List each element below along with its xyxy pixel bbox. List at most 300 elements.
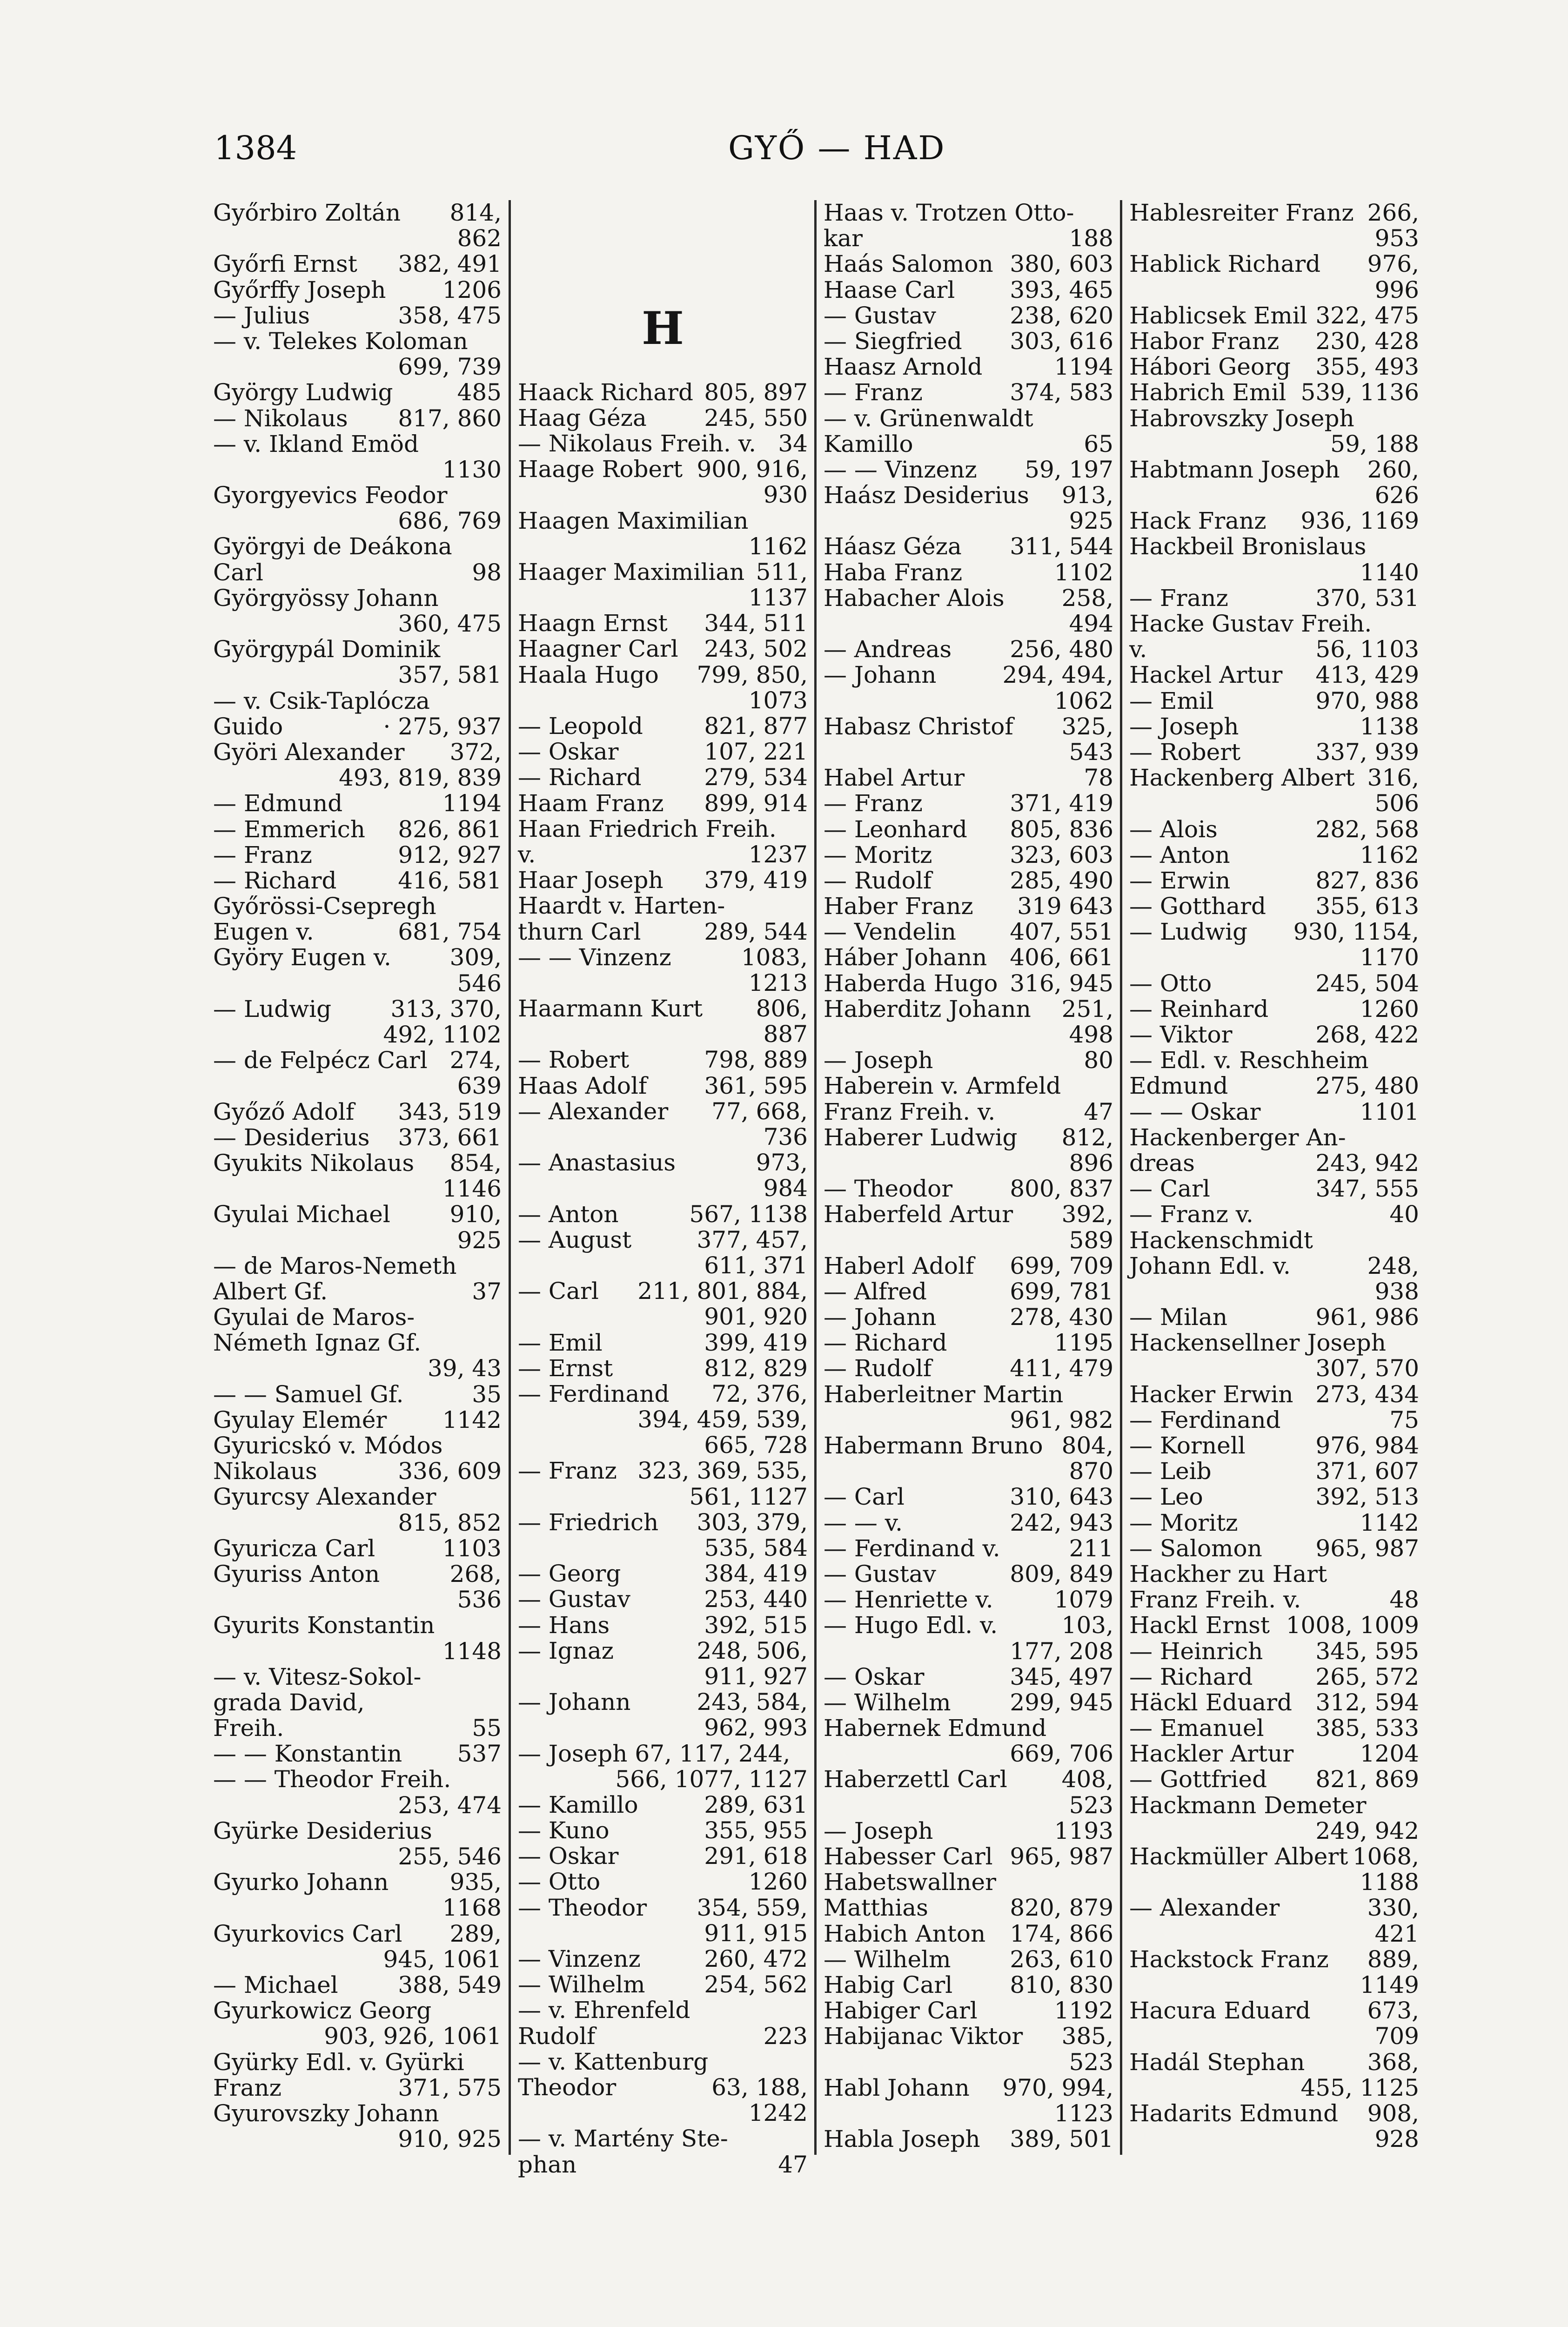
- entry: [518, 1356, 808, 1381]
- spacer: [518, 251, 808, 277]
- entry-references: 889,: [1367, 1945, 1419, 1973]
- entry-name: — Alexander: [518, 1097, 669, 1125]
- entry-references: 928: [1374, 2125, 1419, 2153]
- entry-references: 862: [457, 225, 502, 252]
- entry-name: Habor Franz: [1129, 327, 1280, 355]
- entry: [213, 1279, 502, 1305]
- entry-references: 322, 475: [1315, 302, 1419, 329]
- entry-name: — Friedrich: [518, 1508, 659, 1536]
- entry: [518, 405, 808, 431]
- entry-references: 1162: [748, 532, 808, 560]
- entry-references: 539, 1136: [1300, 379, 1419, 406]
- entry-continuation: [824, 688, 1113, 714]
- entry-name: Haagner Carl: [518, 635, 678, 663]
- entry-name: Habermann Bruno: [824, 1432, 1043, 1459]
- entry-name: — Gustav: [518, 1586, 630, 1613]
- entry: [518, 1278, 808, 1304]
- entry-continuation: [213, 1895, 502, 1921]
- entry-name: — v. Ikland Emöd: [213, 430, 419, 457]
- entry: [1129, 637, 1419, 662]
- entry-name: Habiger Carl: [824, 1997, 978, 2024]
- entry-references: 77, 668,: [711, 1097, 808, 1125]
- entry-continuation: [1129, 1870, 1419, 1895]
- entry-references: 311, 544: [1010, 533, 1113, 560]
- entry-continuation: [518, 688, 808, 713]
- entry-references: 357, 581: [398, 661, 502, 689]
- entry-name: Gyulai Michael: [213, 1201, 390, 1228]
- entry-references: 303, 616: [1010, 327, 1113, 355]
- entry-references: 230, 428: [1315, 327, 1419, 355]
- entry: [824, 1510, 1113, 1536]
- entry: [1129, 1305, 1419, 1330]
- entry: [518, 2049, 808, 2075]
- entry: [518, 1202, 808, 1227]
- entry: [518, 1972, 808, 1997]
- entry-name: Habasz Christof: [824, 713, 1013, 740]
- entry-references: 821, 877: [704, 713, 808, 740]
- entry-references: 699, 781: [1010, 1278, 1113, 1305]
- entry-name: Gyulai de Maros-: [213, 1304, 415, 1331]
- entry-continuation: [213, 1947, 502, 1972]
- entry: [518, 611, 808, 636]
- entry-continuation: [1129, 2126, 1419, 2152]
- entry-name: Hablick Richard: [1129, 250, 1321, 278]
- entry-references: 1188: [1360, 1869, 1419, 1896]
- entry: [824, 200, 1113, 226]
- entry-references: 39, 43: [427, 1355, 502, 1382]
- entry-references: 903, 926, 1061: [324, 2023, 502, 2050]
- entry-name: — Heinrich: [1129, 1637, 1263, 1665]
- entry-name: Habla Joseph: [824, 2125, 980, 2153]
- entry-references: 962, 993: [704, 1714, 808, 1742]
- entry: [213, 894, 502, 919]
- entry: [518, 1689, 808, 1715]
- entry-name: — Johann: [824, 1304, 937, 1331]
- entry-references: 377, 457,: [697, 1226, 808, 1253]
- entry-references: 673,: [1367, 1997, 1419, 2024]
- entry-references: 854,: [449, 1149, 502, 1177]
- entry: [824, 1767, 1113, 1792]
- entry-continuation: [213, 508, 502, 534]
- entry-references: 970, 988: [1315, 687, 1419, 714]
- entry-continuation: [518, 1767, 808, 1792]
- entry: [824, 1536, 1113, 1561]
- entry-name: — de Felpécz Carl: [213, 1047, 428, 1074]
- entry: [213, 1382, 502, 1407]
- entry-continuation: [213, 765, 502, 791]
- entry-continuation: [213, 1176, 502, 1202]
- entry: [213, 483, 502, 508]
- entry-references: 407, 551: [1010, 918, 1113, 946]
- entry-name: Györgyi de Deákona: [213, 533, 452, 560]
- entry-references: 523: [1069, 2048, 1113, 2076]
- entry-name: Habig Carl: [824, 1971, 953, 1998]
- entry: [213, 919, 502, 945]
- entry-references: 389, 501: [1010, 2125, 1113, 2153]
- entry-name: — Johann: [824, 661, 937, 689]
- entry-name: Győrffy Joseph: [213, 276, 386, 303]
- entry: [518, 1818, 808, 1843]
- entry-references: 243, 584,: [697, 1688, 808, 1716]
- entry: [518, 1047, 808, 1073]
- entry: [824, 1099, 1113, 1125]
- running-head: GYŐ — HAD: [728, 129, 946, 167]
- entry-continuation: [213, 226, 502, 251]
- entry: [213, 1407, 502, 1433]
- entry-references: 1137: [748, 584, 808, 612]
- entry-name: — v. Telekes Koloman: [213, 327, 468, 355]
- entry: [518, 842, 808, 868]
- entry: [213, 2050, 502, 2075]
- entry: [518, 713, 808, 739]
- entry-references: 709: [1374, 2023, 1419, 2050]
- entry: [824, 1895, 1113, 1921]
- entry-references: 385,: [1061, 2023, 1113, 2050]
- entry: [1129, 842, 1419, 868]
- entry: [213, 2075, 502, 2101]
- entry-references: 289, 631: [704, 1791, 808, 1818]
- entry-name: Haan Friedrich Freih.: [518, 815, 777, 842]
- column-rule: [509, 200, 511, 2155]
- entry-references: 325,: [1061, 713, 1113, 740]
- entry-name: Hackensellner Joseph: [1129, 1329, 1386, 1357]
- entry-continuation: [213, 1510, 502, 1536]
- entry-continuation: [824, 1407, 1113, 1433]
- entry-name: — Richard: [213, 867, 337, 894]
- entry: [1129, 457, 1419, 483]
- entry: [213, 1767, 502, 1792]
- entry: [518, 508, 808, 534]
- entry-references: 996: [1374, 276, 1419, 303]
- entry: [824, 1305, 1113, 1330]
- entry-references: 887: [763, 1021, 808, 1048]
- entry: [213, 1972, 502, 1998]
- entry-name: — Gotthard: [1129, 893, 1266, 920]
- entry-references: 211: [1069, 1534, 1113, 1562]
- entry-references: 485: [457, 379, 502, 406]
- entry-name: Hadál Stephan: [1129, 2048, 1305, 2076]
- entry-name: — Reinhard: [1129, 995, 1269, 1022]
- entry-name: Haba Franz: [824, 558, 963, 586]
- entry-continuation: [518, 970, 808, 996]
- entry-references: 543: [1069, 738, 1113, 766]
- entry-name: Hackenschmidt: [1129, 1226, 1313, 1254]
- entry-references: 72, 376,: [711, 1380, 808, 1407]
- entry-name: — — v.: [824, 1509, 903, 1536]
- entry: [518, 893, 808, 919]
- entry-references: 639: [457, 1072, 502, 1100]
- entry-name: — de Maros-Nemeth: [213, 1252, 457, 1279]
- entry-name: — Wilhelm: [824, 1688, 951, 1716]
- entry: [824, 1048, 1113, 1073]
- entry-name: — August: [518, 1226, 632, 1253]
- entry-continuation: [824, 1639, 1113, 1664]
- entry: [213, 431, 502, 457]
- entry-references: 316,: [1367, 764, 1419, 792]
- entry: [824, 765, 1113, 791]
- entry-name: — Franz: [1129, 584, 1228, 612]
- entry-references: 266,: [1367, 199, 1419, 226]
- entry: [824, 1176, 1113, 1202]
- entry: [1129, 1022, 1419, 1048]
- entry: [518, 1561, 808, 1587]
- entry-references: 1192: [1054, 1997, 1113, 2024]
- entry-name: Hackmann Demeter: [1129, 1791, 1367, 1819]
- entry: [1129, 662, 1419, 688]
- entry-continuation: [518, 1535, 808, 1561]
- entry: [824, 919, 1113, 945]
- entry-name: Eugen v.: [213, 918, 314, 946]
- entry-continuation: [1129, 483, 1419, 508]
- entry-references: 589: [1069, 1226, 1113, 1254]
- entry-references: 316, 945: [1010, 969, 1113, 997]
- entry-references: 911, 927: [704, 1662, 808, 1690]
- entry: [824, 1947, 1113, 1972]
- entry-name: Haarmann Kurt: [518, 995, 703, 1022]
- entry: [824, 1818, 1113, 1844]
- entry-name: Hackler Artur: [1129, 1740, 1294, 1768]
- entry-references: 256, 480: [1010, 636, 1113, 663]
- entry: [213, 1715, 502, 1741]
- entry-name: Hacke Gustav Freih.: [1129, 610, 1372, 637]
- entry-references: 242, 943: [1010, 1509, 1113, 1536]
- entry-references: 255, 546: [398, 1843, 502, 1870]
- entry: [1129, 714, 1419, 740]
- entry-continuation: [518, 1921, 808, 1946]
- entry-name: — Viktor: [1129, 1021, 1233, 1048]
- entry-name: Haager Maximilian: [518, 558, 745, 585]
- entry-continuation: [1129, 1921, 1419, 1947]
- entry: [824, 1921, 1113, 1947]
- entry: [518, 1843, 808, 1869]
- entry-references: 379, 419: [704, 867, 808, 894]
- entry-name: — Richard: [518, 764, 642, 791]
- entry-references: 358, 475: [398, 302, 502, 329]
- entry: [824, 868, 1113, 894]
- entry-name: Gyukits Nikolaus: [213, 1149, 415, 1177]
- entry: [824, 1715, 1113, 1741]
- entry: [518, 2024, 808, 2049]
- entry: [518, 662, 808, 688]
- entry-references: 345, 595: [1315, 1637, 1419, 1665]
- entry-name: Johann Edl. v.: [1129, 1252, 1291, 1279]
- entry-name: — Leib: [1129, 1458, 1212, 1485]
- entry-name: — Otto: [1129, 969, 1212, 997]
- entry: [824, 1484, 1113, 1510]
- entry-references: 566, 1077, 1127: [615, 1765, 808, 1793]
- entry-name: Haag Géza: [518, 404, 647, 431]
- entry-name: — Salomon: [1129, 1534, 1262, 1562]
- entry: [213, 714, 502, 740]
- entry: [824, 996, 1113, 1022]
- entry: [1129, 894, 1419, 919]
- entry-references: 294, 494,: [1002, 661, 1113, 689]
- entry: [213, 1561, 502, 1587]
- entry: [824, 1613, 1113, 1638]
- entry: [1129, 1048, 1419, 1073]
- entry-name: Hackstock Franz: [1129, 1945, 1329, 1973]
- entry-name: Haagn Ernst: [518, 610, 668, 637]
- entry-references: 263, 610: [1010, 1945, 1113, 1973]
- entry: [518, 1330, 808, 1356]
- entry: [824, 406, 1113, 431]
- entry-references: 354, 559,: [697, 1894, 808, 1921]
- entry-references: 798, 889: [704, 1046, 808, 1074]
- entry-references: 506: [1374, 790, 1419, 817]
- entry-continuation: [518, 1253, 808, 1278]
- entry: [1129, 1613, 1419, 1638]
- entry-name: — Ernst: [518, 1354, 613, 1382]
- entry-references: 910, 925: [398, 2125, 502, 2153]
- entry-continuation: [1129, 2024, 1419, 2049]
- entry: [824, 585, 1113, 611]
- entry: [213, 1664, 502, 1690]
- entry: [518, 457, 808, 482]
- entry: [1129, 1382, 1419, 1407]
- entry-references: 523: [1069, 1791, 1113, 1819]
- entry-name: Haam Franz: [518, 789, 664, 817]
- entry-references: 976,: [1367, 250, 1419, 278]
- entry-references: 536: [457, 1586, 502, 1614]
- entry-continuation: [824, 2101, 1113, 2126]
- entry-references: 1149: [1360, 1971, 1419, 1998]
- entry-name: — — Samuel Gf.: [213, 1380, 404, 1408]
- entry-references: 413, 429: [1315, 661, 1419, 689]
- entry-references: 336, 609: [398, 1458, 502, 1485]
- entry-name: — Alfred: [824, 1278, 927, 1305]
- entry-references: 80: [1084, 1047, 1113, 1074]
- entry-references: 291, 618: [704, 1843, 808, 1870]
- entry: [213, 1921, 502, 1947]
- entry-name: Habel Artur: [824, 764, 965, 792]
- entry-name: Hack Franz: [1129, 507, 1266, 535]
- entry-references: · 275, 937: [383, 713, 502, 740]
- entry: [518, 559, 808, 585]
- entry-name: — Robert: [1129, 738, 1241, 766]
- entry: [824, 817, 1113, 842]
- entry-references: 930: [763, 481, 808, 509]
- entry: [824, 2075, 1113, 2101]
- entry-references: 961, 986: [1315, 1304, 1419, 1331]
- entry-name: — — Oskar: [1129, 1098, 1261, 1125]
- entry-name: — Theodor: [824, 1175, 953, 1203]
- entry-name: — Georg: [518, 1560, 621, 1587]
- entry-continuation: [824, 508, 1113, 534]
- entry-name: Hackl Ernst: [1129, 1612, 1270, 1639]
- entry-name: Kamillo: [824, 430, 913, 457]
- entry-references: 248, 506,: [697, 1637, 808, 1664]
- entry: [824, 637, 1113, 662]
- entry-name: — Leopold: [518, 713, 643, 740]
- entry: [824, 251, 1113, 277]
- entry: [213, 277, 502, 303]
- entry-name: — Emmerich: [213, 815, 365, 843]
- entry-name: Györgypál Dominik: [213, 636, 441, 663]
- entry-references: 238, 620: [1010, 302, 1113, 329]
- entry-name: — Moritz: [1129, 1509, 1238, 1536]
- entry-references: 1101: [1360, 1098, 1419, 1125]
- entry-references: 63, 188,: [711, 2073, 808, 2101]
- entry-references: 812, 829: [704, 1354, 808, 1382]
- entry-references: 265, 572: [1315, 1663, 1419, 1690]
- entry-references: 799, 850,: [697, 661, 808, 688]
- entry-name: Hablesreiter Franz: [1129, 199, 1354, 226]
- entry: [824, 1433, 1113, 1459]
- entry-name: Theodor: [518, 2073, 616, 2101]
- entry-name: Gyürky Edl. v. Gyürki: [213, 2048, 464, 2076]
- entry-references: 310, 643: [1010, 1483, 1113, 1511]
- spacer: [518, 226, 808, 251]
- entry-references: 1083,: [741, 943, 808, 971]
- entry-name: Gyurovszky Johann: [213, 2099, 439, 2127]
- entry: [824, 534, 1113, 559]
- entry-references: 561, 1127: [689, 1483, 808, 1510]
- entry-references: 925: [1069, 507, 1113, 535]
- entry-references: 48: [1389, 1586, 1419, 1614]
- entry-name: Hacura Eduard: [1129, 1997, 1311, 2024]
- column-3: [824, 200, 1113, 2152]
- entry-name: Habrovszky Joseph: [1129, 404, 1354, 432]
- entry-references: 817, 860: [398, 404, 502, 432]
- entry: [213, 1613, 502, 1638]
- entry: [1129, 688, 1419, 714]
- entry-name: Haardt v. Harten-: [518, 892, 725, 920]
- entry-continuation: [213, 1587, 502, 1613]
- entry-references: 1162: [1360, 841, 1419, 868]
- entry-name: — Kornell: [1129, 1432, 1246, 1459]
- entry: [824, 457, 1113, 483]
- entry-continuation: [1129, 945, 1419, 970]
- entry-name: — v. Vitesz-Sokol-: [213, 1663, 422, 1690]
- entry-continuation: [213, 457, 502, 483]
- entry-continuation: [213, 611, 502, 637]
- entry-references: 368,: [1367, 2048, 1419, 2076]
- entry-name: — Hans: [518, 1611, 610, 1639]
- entry: [1129, 1099, 1419, 1125]
- entry-references: 815, 852: [398, 1509, 502, 1536]
- entry-references: 371, 607: [1315, 1458, 1419, 1485]
- entry-name: — Edl. v. Reschheim: [1129, 1047, 1369, 1074]
- entry: [824, 894, 1113, 919]
- entry-name: Haase Carl: [824, 276, 955, 303]
- entry: [518, 791, 808, 816]
- entry-continuation: [824, 1022, 1113, 1048]
- entry: [1129, 765, 1419, 791]
- entry-name: — Vinzenz: [518, 1945, 641, 1972]
- entry-continuation: [518, 482, 808, 508]
- entry: [824, 380, 1113, 405]
- entry-name: Habich Anton: [824, 1920, 986, 1947]
- entry-name: Carl: [213, 558, 263, 586]
- entry: [213, 1330, 502, 1356]
- entry-name: Hadarits Edmund: [1129, 2099, 1339, 2127]
- entry-name: Györi Alexander: [213, 738, 405, 766]
- entry-name: Haberl Adolf: [824, 1252, 974, 1279]
- entry-references: 399, 419: [704, 1329, 808, 1356]
- entry-continuation: [213, 1844, 502, 1870]
- entry-continuation: [213, 1793, 502, 1818]
- entry: [1129, 1767, 1419, 1792]
- entry-name: v.: [518, 841, 536, 868]
- entry-continuation: [518, 1715, 808, 1741]
- entry-references: 1130: [442, 456, 502, 483]
- entry: [1129, 611, 1419, 637]
- entry: [1129, 1587, 1419, 1613]
- entry-references: 805, 897: [704, 378, 808, 406]
- entry-name: — Joseph: [824, 1047, 933, 1074]
- entry-continuation: [1129, 791, 1419, 816]
- entry-references: 820, 879: [1010, 1894, 1113, 1922]
